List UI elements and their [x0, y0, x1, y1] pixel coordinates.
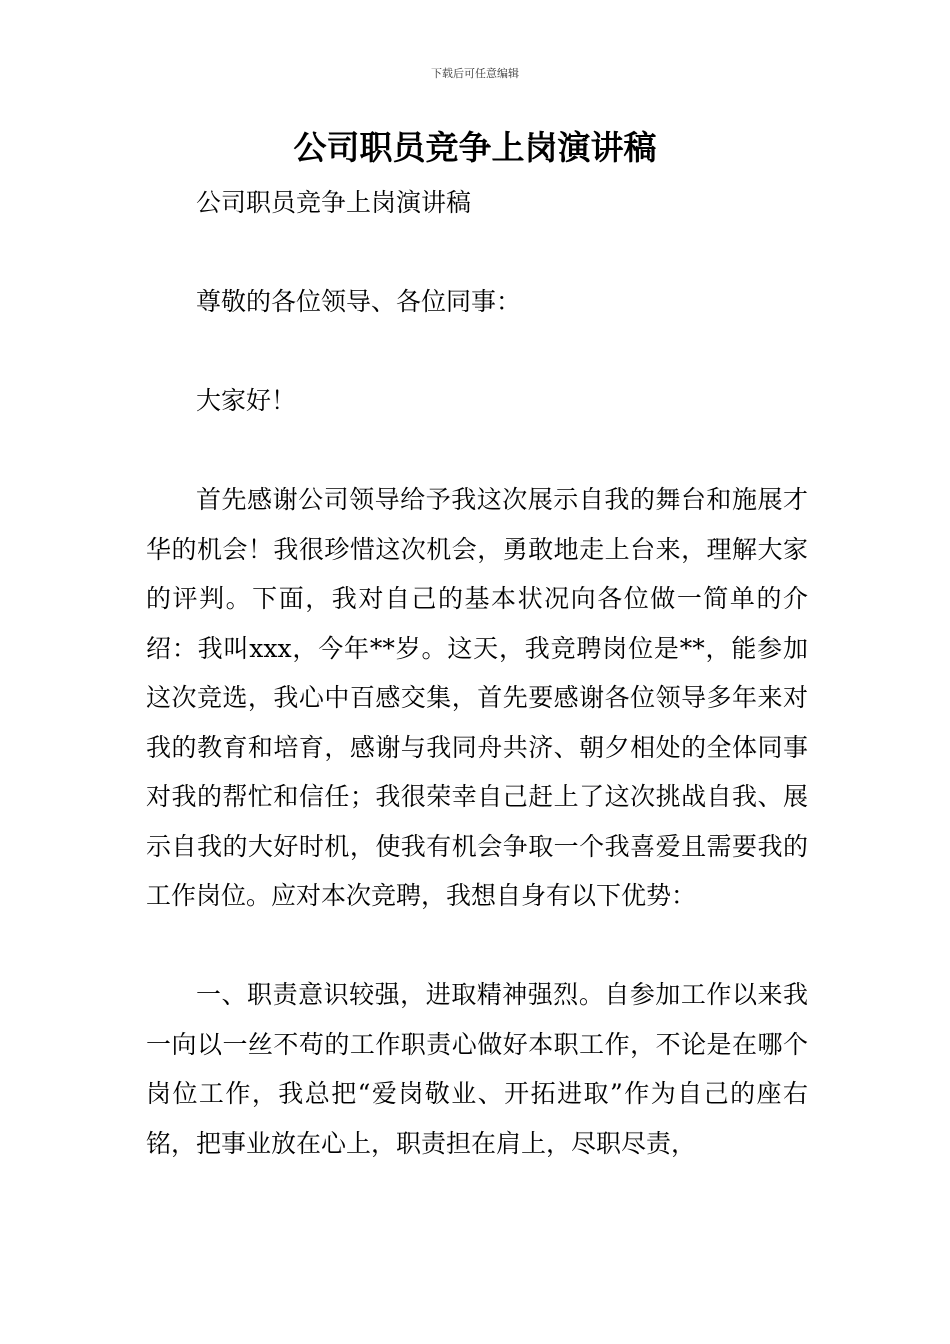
paragraph-gap	[146, 228, 808, 278]
paragraph-gap	[146, 426, 808, 476]
header-note: 下载后可任意编辑	[431, 67, 519, 80]
subtitle-paragraph: 公司职员竞争上岗演讲稿	[196, 188, 472, 217]
document-title: 公司职员竞争上岗演讲稿	[293, 128, 657, 167]
intro-paragraph: 首先感谢公司领导给予我这次展示自我的舞台和施展才华的机会！我很珍惜这次机会，勇敢地走上台来，理解大家的评判。下面，我对自己的基本状况向各位做一简单的介绍：我叫xxx，今年**岁。这天，我竞聘岗位是**，能参加这次竞选，我心中百感交集，首先要感谢各位领导多年来对我的教育和培育，感谢与我同舟共济、朝夕相处的全体同事对我的帮忙和信任；我很荣幸自己赶上了这次挑战自我、展示自我的大好时机，使我有机会争取一个我喜爱且需要我的工作岗位。应对本次竞聘，我想自身有以下优势：	[146, 485, 808, 910]
document-body	[146, 178, 808, 1168]
paragraph-gap	[146, 921, 808, 971]
paragraph-gap	[146, 327, 808, 377]
point-one-paragraph: 一、职责意识较强，进取精神强烈。自参加工作以来我一向以一丝不苟的工作职责心做好本职工作，不论是在哪个岗位工作，我总把“爱岗敬业、开拓进取”作为自己的座右铭，把事业放在心上，职责担在肩上，尽职尽责，	[146, 980, 808, 1158]
greeting-paragraph: 大家好！	[196, 386, 297, 415]
salutation-paragraph: 尊敬的各位领导、各位同事：	[196, 287, 522, 316]
